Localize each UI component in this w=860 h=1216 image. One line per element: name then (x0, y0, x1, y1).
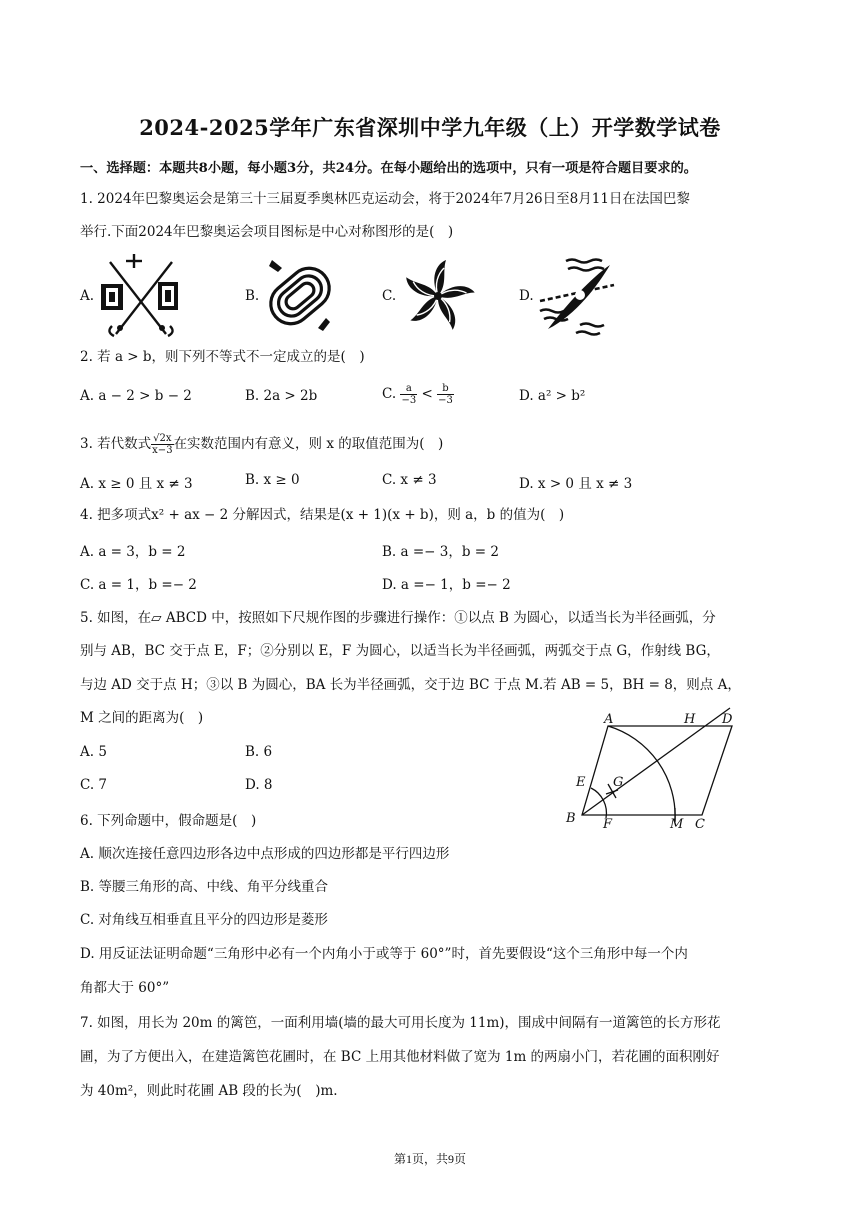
q3-option-c: C. x ≠ 3 (382, 472, 437, 488)
point-b-label: B (566, 811, 576, 826)
q2-stem: 2. 若 a > b，则下列不等式不一定成立的是( ) (80, 349, 365, 365)
q4-option-b: B. a =− 3，b = 2 (382, 544, 499, 560)
q3-option-a: A. x ≥ 0 且 x ≠ 3 (80, 476, 193, 492)
arc-am (608, 726, 675, 821)
q5-option-b: B. 6 (245, 744, 273, 760)
q7-line3: 为 40m²，则此时花圃 AB 段的长为( )m. (80, 1083, 338, 1099)
q1-option-c-label: C. (382, 288, 397, 304)
pinwheel-icon (400, 258, 476, 334)
q5-option-d: D. 8 (245, 777, 273, 793)
point-e-label: E (576, 775, 586, 790)
parallelogram-figure (560, 706, 750, 832)
q1-line2: 举行.下面2024年巴黎奥运会项目图标是中心对称图形的是( ) (80, 224, 454, 240)
q6-option-c: C. 对角线互相垂直且平分的四边形是菱形 (80, 912, 328, 928)
q5-option-a: A. 5 (80, 744, 107, 760)
q3-option-d: D. x > 0 且 x ≠ 3 (519, 476, 633, 492)
q2-option-d: D. a² > b² (519, 388, 586, 404)
q6-option-a: A. 顺次连接任意四边形各边中点形成的四边形都是平行四边形 (80, 846, 450, 862)
point-a-label: A (604, 712, 614, 727)
q7-line1: 7. 如图，用长为 20m 的篱笆，一面利用墙(墙的最大可用长度为 11m)，围成中间隔有一道篱笆的长方形花 (80, 1015, 721, 1031)
q5-line1: 5. 如图，在▱ ABCD 中，按照如下尺规作图的步骤进行操作：①以点 B 为圆心，以适当长为半径画弧，分 (80, 610, 716, 626)
q3-fraction: $\frac{√2x}{x-3}$ (152, 433, 173, 456)
q6-option-d-line2: 角都大于 60°” (80, 980, 170, 996)
q5-line2: 别与 AB，BC 交于点 E，F；②分别以 E，F 为圆心，以适当长为半径画弧，两弧交于点 G，作射线 BG， (80, 643, 720, 659)
page-footer: 第1页，共9页 (393, 1152, 466, 1166)
q6-option-b: B. 等腰三角形的高、中线、角平分线重合 (80, 879, 329, 895)
q4-option-d: D. a =− 1，b =− 2 (382, 577, 511, 593)
q2-c-fraction-1: $\frac{a}{-3}$ (401, 383, 417, 406)
q2-c-fraction-2: $\frac{b}{-3}$ (438, 383, 453, 406)
fencing-icon (96, 252, 186, 338)
q3-option-b: B. x ≥ 0 (245, 472, 300, 488)
q2-option-c (382, 383, 454, 406)
q3-stem: 3. 若代数式 $\frac{√2x}{x-3}$ 在实数范围内有意义，则 x 的取值范围为( ) (80, 433, 444, 456)
q2-c-less-than: < (421, 386, 433, 402)
q1-option-b-label: B. (245, 288, 260, 304)
q1-option-d-label: D. (519, 288, 534, 304)
velodrome-icon (262, 256, 338, 336)
page-title: 2024-2025学年广东省深圳中学九年级（上）开学数学试卷 (139, 115, 721, 140)
q6-option-d-line1: D. 用反证法证明命题“三角形中必有一个内角小于或等于 60°”时，首先要假设“这个三角形中每一个内 (80, 946, 688, 962)
point-h-label: H (684, 712, 696, 727)
q4-option-a: A. a = 3，b = 2 (80, 544, 186, 560)
point-d-label: D (722, 712, 733, 727)
q2-option-c-label: C. (382, 386, 397, 402)
q5-line4: M 之间的距离为( ) (80, 710, 204, 726)
q7-line2: 圃，为了方便出入，在建造篱笆花圃时，在 BC 上用其他材料做了宽为 1m 的两扇小门，若花圃的面积刚好 (80, 1049, 720, 1065)
point-m-label: M (670, 817, 684, 832)
q4-stem: 4. 把多项式x² + ax − 2 分解因式，结果是(x + 1)(x + b)，则 a，b 的值为( ) (80, 507, 565, 523)
q4-option-c: C. a = 1，b =− 2 (80, 577, 197, 593)
q6-stem: 6. 下列命题中，假命题是( ) (80, 813, 257, 829)
q2-option-a: A. a − 2 > b − 2 (80, 388, 192, 404)
point-c-label: C (695, 817, 705, 832)
q2-option-b: B. 2a > 2b (245, 388, 318, 404)
point-f-label: F (603, 817, 613, 832)
section-heading: 一、选择题：本题共8小题，每小题3分，共24分。在每小题给出的选项中，只有一项是符合题目要求的。 (80, 161, 697, 176)
q5-line3: 与边 AD 交于点 H；③以 B 为圆心，BA 长为半径画弧，交于边 BC 于点 M.若 AB = 5，BH = 8，则点 A， (80, 677, 741, 693)
canoe-slalom-icon (536, 255, 616, 337)
q5-option-c: C. 7 (80, 777, 108, 793)
q1-line1: 1. 2024年巴黎奥运会是第三十三届夏季奥林匹克运动会，将于2024年7月26日至8月11日在法国巴黎 (80, 191, 690, 207)
q1-option-a-label: A. (80, 288, 95, 304)
point-g-label: G (613, 775, 624, 790)
